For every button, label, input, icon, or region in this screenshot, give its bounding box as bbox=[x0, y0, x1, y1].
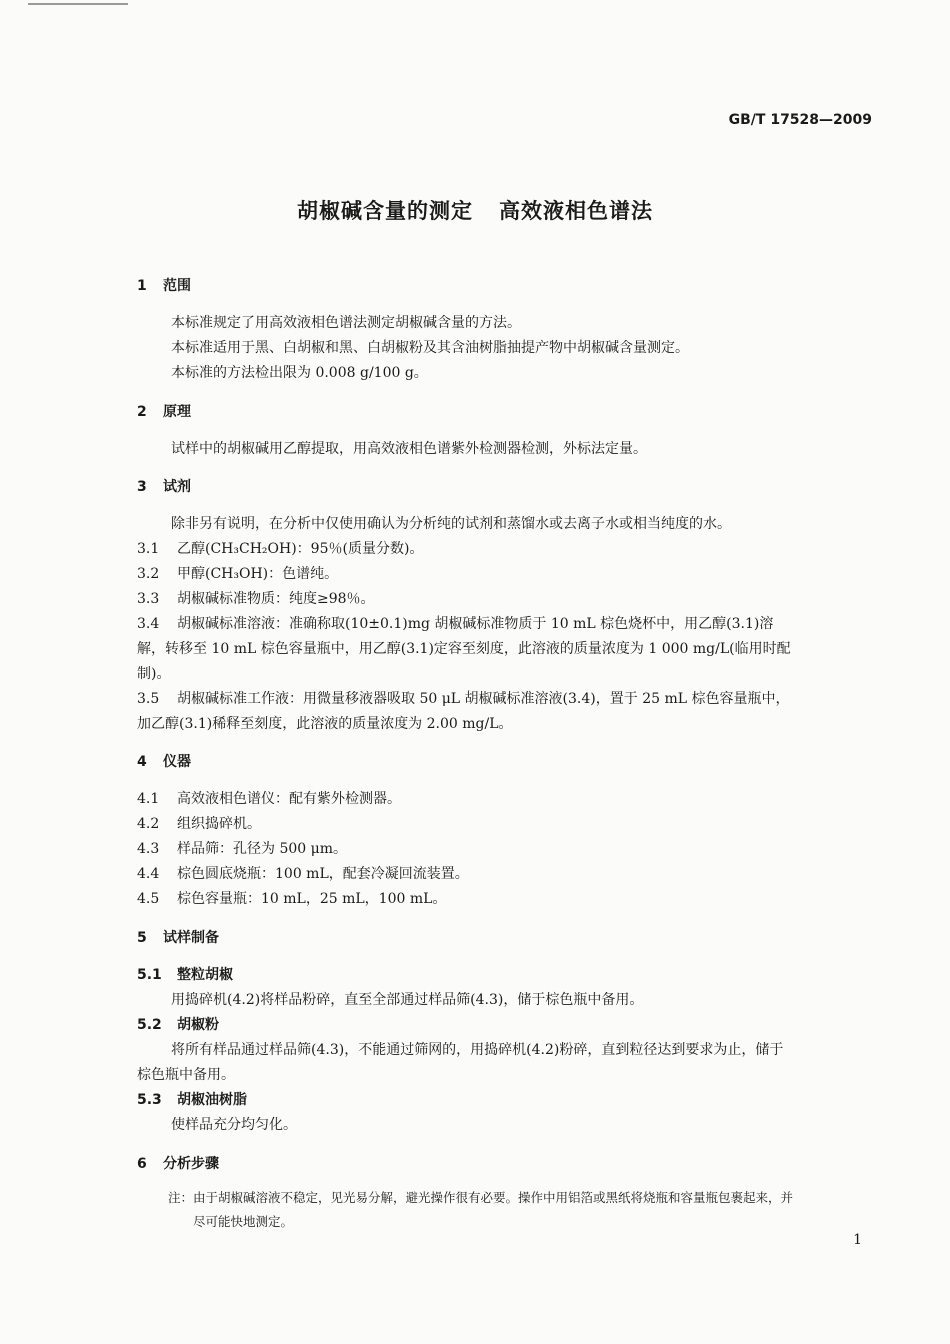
s4-item-1: 4.1 高效液相色谱仪：配有紫外检测器。 bbox=[137, 791, 401, 807]
section-1-heading: 1 范围 bbox=[137, 278, 191, 294]
section-2-heading: 2 原理 bbox=[137, 404, 191, 420]
s4-item-4: 4.4 棕色圆底烧瓶：100 mL，配套冷凝回流装置。 bbox=[137, 866, 469, 882]
s1-paragraph-2: 本标准适用于黑、白胡椒和黑、白胡椒粉及其含油树脂抽提产物中胡椒碱含量测定。 bbox=[171, 340, 689, 356]
title-main: 胡椒碱含量的测定 bbox=[297, 199, 473, 223]
section-6-heading: 6 分析步骤 bbox=[137, 1156, 219, 1172]
s4-item-5: 4.5 棕色容量瓶：10 mL，25 mL，100 mL。 bbox=[137, 891, 447, 907]
s3-item-4: 3.4 胡椒碱标准溶液：准确称取(10±0.1)mg 胡椒碱标准物质于 10 mL 棕色烧杯中，用乙醇(3.1)溶 bbox=[137, 616, 774, 632]
section-4-heading: 4 仪器 bbox=[137, 754, 191, 770]
s3-item-4-cont-2: 制)。 bbox=[137, 666, 171, 682]
s5-sub-2-text: 将所有样品通过样品筛(4.3)，不能通过筛网的，用捣碎机(4.2)粉碎，直到粒径达到要求为止，储于 bbox=[171, 1042, 784, 1058]
s3-intro: 除非另有说明，在分析中仅使用确认为分析纯的试剂和蒸馏水或去离子水或相当纯度的水。 bbox=[171, 516, 731, 532]
s3-item-5-cont: 加乙醇(3.1)稀释至刻度，此溶液的质量浓度为 2.00 mg/L。 bbox=[137, 716, 513, 732]
section-3-heading: 3 试剂 bbox=[137, 479, 191, 495]
s5-sub-1-heading: 5.1 整粒胡椒 bbox=[137, 967, 233, 983]
page-number: 1 bbox=[853, 1232, 862, 1248]
s6-note-cont: 尽可能快地测定。 bbox=[193, 1214, 294, 1229]
s5-sub-1-text: 用捣碎机(4.2)将样品粉碎，直至全部通过样品筛(4.3)，储于棕色瓶中备用。 bbox=[171, 992, 644, 1008]
s2-paragraph-1: 试样中的胡椒碱用乙醇提取，用高效液相色谱紫外检测器检测，外标法定量。 bbox=[171, 441, 647, 457]
s3-item-1: 3.1 乙醇(CH₃CH₂OH)：95％(质量分数)。 bbox=[137, 541, 424, 557]
s6-note: 注：由于胡椒碱溶液不稳定，见光易分解，避光操作很有必要。操作中用铝箔或黑纸将烧瓶和容量瓶包裹起来，并 bbox=[168, 1190, 794, 1205]
s1-paragraph-3: 本标准的方法检出限为 0.008 g/100 g。 bbox=[171, 365, 428, 381]
section-5-heading: 5 试样制备 bbox=[137, 930, 219, 946]
top-rule bbox=[28, 3, 128, 5]
s4-item-3: 4.3 样品筛：孔径为 500 μm。 bbox=[137, 841, 347, 857]
document-title bbox=[0, 195, 950, 225]
s5-sub-2-heading: 5.2 胡椒粉 bbox=[137, 1017, 219, 1033]
s1-paragraph-1: 本标准规定了用高效液相色谱法测定胡椒碱含量的方法。 bbox=[171, 315, 521, 331]
title-method: 高效液相色谱法 bbox=[499, 199, 653, 223]
standard-number: GB/T 17528—2009 bbox=[728, 112, 872, 128]
s4-item-2: 4.2 组织捣碎机。 bbox=[137, 816, 261, 832]
s3-item-2: 3.2 甲醇(CH₃OH)：色谱纯。 bbox=[137, 566, 339, 582]
s3-item-5: 3.5 胡椒碱标准工作液：用微量移液器吸取 50 μL 胡椒碱标准溶液(3.4)，置于 25 mL 棕色容量瓶中， bbox=[137, 691, 790, 707]
s5-sub-3-text: 使样品充分均匀化。 bbox=[171, 1117, 297, 1133]
s3-item-3: 3.3 胡椒碱标准物质：纯度≥98％。 bbox=[137, 591, 375, 607]
s5-sub-2-text-cont: 棕色瓶中备用。 bbox=[137, 1067, 235, 1083]
s3-item-4-cont-1: 解，转移至 10 mL 棕色容量瓶中，用乙醇(3.1)定容至刻度，此溶液的质量浓度为 1 000 mg/L(临用时配 bbox=[137, 641, 791, 657]
s5-sub-3-heading: 5.3 胡椒油树脂 bbox=[137, 1092, 247, 1108]
